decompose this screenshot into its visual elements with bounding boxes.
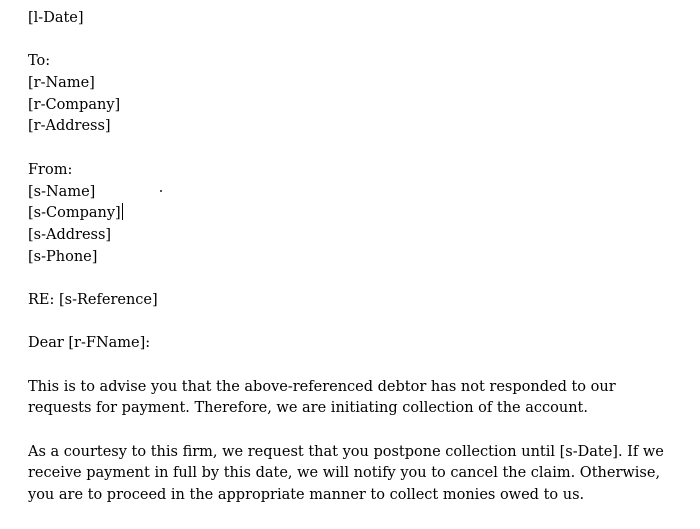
recipient-company: [r-Company] [28,96,121,113]
blank-line [28,30,678,52]
document-body[interactable] [28,8,678,507]
recipient-name: [r-Name] [28,75,95,92]
from-label: From: [28,161,73,178]
salutation: Dear [r-FName]: [28,335,151,352]
letter-date: [l-Date] [28,10,84,26]
recipient-address: [r-Address] [28,118,111,135]
sender-company-line [28,203,678,225]
stray-mark [160,190,162,192]
blank-line [28,355,678,377]
sender-name: [s-Name] [28,183,96,200]
to-label: To: [28,53,51,70]
text-cursor [122,203,124,220]
paragraph-2: As a courtesy to this firm, we request that you postpone collection until [s-Date]. If we receive payment in full by this date, we will notify you to cancel the claim. Otherwise, you are to proceed in the appropriate manner to collect monies owed to us. [28,443,664,504]
sender-address: [s-Address] [28,226,112,243]
blank-line [28,312,678,334]
blank-line [28,138,678,160]
sender-company: [s-Company] [28,205,121,222]
re-line: RE: [s-Reference] [28,291,158,308]
sender-phone: [s-Phone] [28,248,98,265]
paragraph-1: This is to advise you that the above-referenced debtor has not responded to our requests for payment. Therefore, we are initiating collection of the account. [28,378,616,417]
blank-line [28,420,678,442]
blank-line [28,268,678,290]
